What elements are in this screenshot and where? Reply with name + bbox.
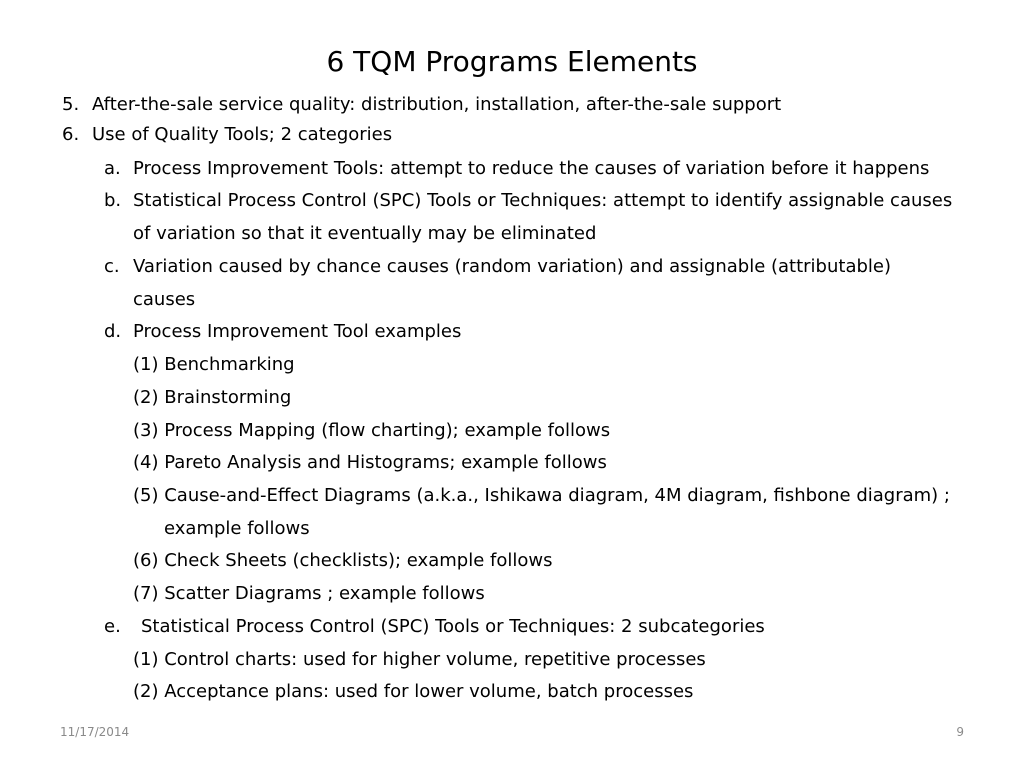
spc-subcategory-acceptance-plans: (2) Acceptance plans: used for lower volume, batch processes bbox=[133, 681, 694, 702]
tool-example-benchmarking: (1) Benchmarking bbox=[133, 354, 295, 375]
tool-example-brainstorming: (2) Brainstorming bbox=[133, 387, 292, 408]
item-e-marker: e. bbox=[104, 616, 121, 637]
item-b-text: Statistical Process Control (SPC) Tools or Techniques: attempt to identify assignable causes bbox=[133, 190, 953, 211]
tool-example-pareto: (4) Pareto Analysis and Histograms; example follows bbox=[133, 452, 607, 473]
item-c-marker: c. bbox=[104, 256, 120, 277]
footer-page-number: 9 bbox=[956, 725, 964, 739]
item-d-marker: d. bbox=[104, 321, 122, 342]
item-d-text: Process Improvement Tool examples bbox=[133, 321, 462, 342]
item-c-continuation: causes bbox=[133, 289, 196, 310]
item-5-text: After-the-sale service quality: distribution, installation, after-the-sale support bbox=[92, 94, 782, 115]
item-b-marker: b. bbox=[104, 190, 122, 211]
slide-title: 6 TQM Programs Elements bbox=[326, 45, 698, 78]
item-5-marker: 5. bbox=[62, 94, 80, 115]
tool-example-cause-effect: (5) Cause-and-Effect Diagrams (a.k.a., Ishikawa diagram, 4M diagram, fishbone diagram) ; bbox=[133, 485, 950, 506]
item-e-text: Statistical Process Control (SPC) Tools or Techniques: 2 subcategories bbox=[141, 616, 765, 637]
tool-example-process-mapping: (3) Process Mapping (flow charting); example follows bbox=[133, 420, 611, 441]
item-6-text: Use of Quality Tools; 2 categories bbox=[92, 124, 393, 145]
tool-example-cause-effect-continuation: example follows bbox=[164, 518, 310, 539]
spc-subcategory-control-charts: (1) Control charts: used for higher volume, repetitive processes bbox=[133, 649, 706, 670]
item-a-marker: a. bbox=[104, 158, 121, 179]
footer-date: 11/17/2014 bbox=[60, 725, 130, 739]
item-c-text: Variation caused by chance causes (random variation) and assignable (attributable) bbox=[133, 256, 892, 277]
item-6-marker: 6. bbox=[62, 124, 80, 145]
tool-example-scatter: (7) Scatter Diagrams ; example follows bbox=[133, 583, 485, 604]
tool-example-check-sheets: (6) Check Sheets (checklists); example follows bbox=[133, 550, 553, 571]
item-b-continuation: of variation so that it eventually may be eliminated bbox=[133, 223, 597, 244]
item-a-text: Process Improvement Tools: attempt to reduce the causes of variation before it happens bbox=[133, 158, 930, 179]
